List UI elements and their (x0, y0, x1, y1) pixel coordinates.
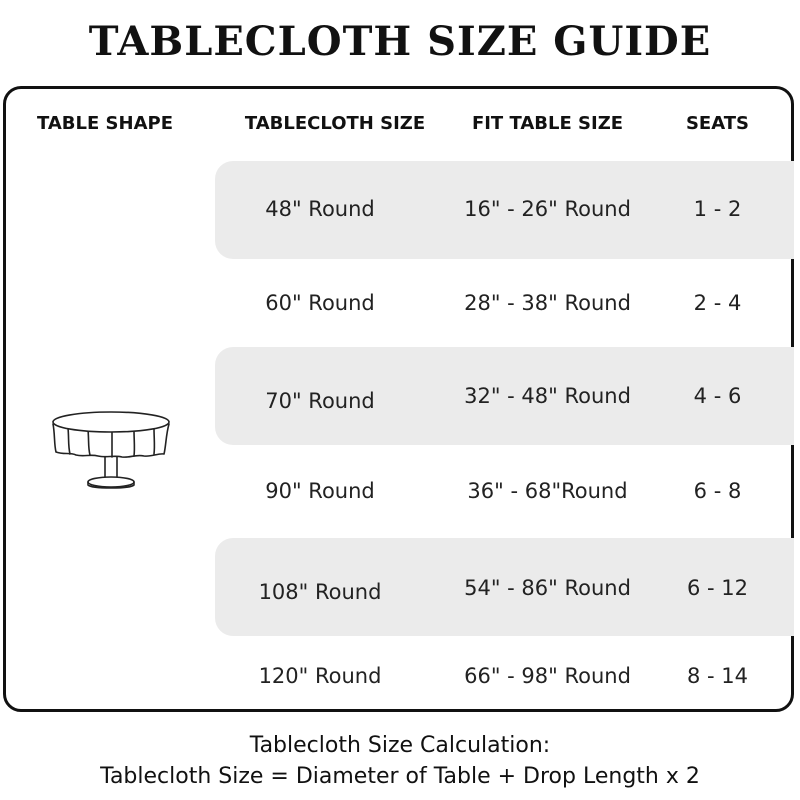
header-fit-table-size: FIT TABLE SIZE (471, 113, 624, 134)
row-2-fit-table-size: 28" - 38" Round (464, 291, 631, 315)
row-1-fit-table-size: 16" - 26" Round (464, 197, 631, 221)
header-tablecloth-size: TABLECLOTH SIZE (244, 113, 426, 134)
row-2-seats: 2 - 4 (693, 291, 742, 315)
row-4-fit-table-size: 36" - 68"Round (467, 479, 628, 503)
row-4-seats: 6 - 8 (693, 479, 742, 503)
row-3-fit-table-size: 32" - 48" Round (464, 384, 631, 408)
row-5-fit-table-size: 54" - 86" Round (464, 576, 631, 600)
row-6-fit-table-size: 66" - 98" Round (464, 664, 631, 688)
header-table-shape: TABLE SHAPE (36, 113, 173, 134)
footer-calculation-formula: Tablecloth Size = Diameter of Table + Drop Length x 2 (100, 764, 700, 789)
row-2-tablecloth-size: 60" Round (265, 291, 375, 315)
row-3-tablecloth-size: 70" Round (265, 389, 375, 413)
row-4-tablecloth-size: 90" Round (265, 479, 375, 503)
round-table-icon (48, 408, 176, 494)
row-6-seats: 8 - 14 (686, 664, 748, 688)
header-seats: SEATS (685, 113, 750, 134)
row-1-tablecloth-size: 48" Round (265, 197, 375, 221)
row-1-seats: 1 - 2 (693, 197, 742, 221)
row-6-tablecloth-size: 120" Round (258, 664, 382, 688)
row-3-seats: 4 - 6 (693, 384, 742, 408)
row-5-tablecloth-size: 108" Round (258, 580, 382, 604)
row-5-seats: 6 - 12 (686, 576, 748, 600)
footer-calculation-title: Tablecloth Size Calculation: (249, 733, 551, 758)
page-title: TABLECLOTH SIZE GUIDE (88, 18, 712, 65)
